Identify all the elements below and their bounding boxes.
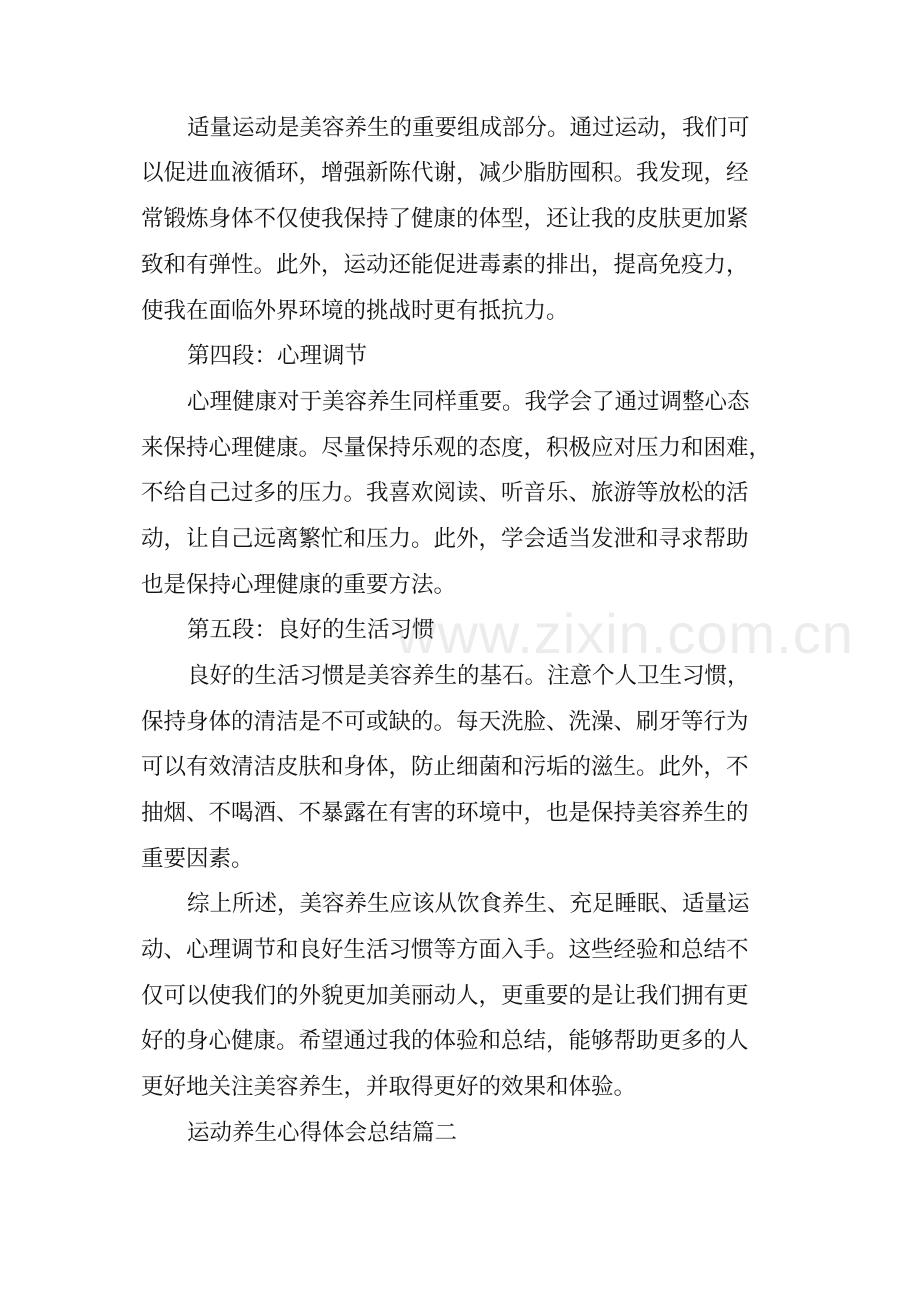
watermark: www.zixin.com.cn xyxy=(396,602,854,665)
document-page: 适量运动是美容养生的重要组成部分。通过运动，我们可 以促进血液循环，增强新陈代谢，减少脂肪囤积。我发现，经 常锻炼身体不仅使我保持了健康的体型，还让我的皮肤更加紧 致和有弹性。此外，运动还能促进毒素的排出，提高免疫力， 使我在面临外界环境的挑战时更有抵抗力。 第四段：心理调节 心理健康对于美容养生同样重要。我学会了通过调整心态 来保持心理健康。尽量保持乐观的态度，积极应对压力和困难， 不给自己过多的压力。我喜欢阅读、听音乐、旅游等放松的活 动，让自己远离繁忙和压力。此外，学会适当发泄和寻求帮助 也是保持心理健康的重要方法。 第五段：良好的生活习惯 良好的生活习惯是美容养生的基石。注意个人卫生习惯， 保持身体的清洁是不可或缺的。每天洗脸、洗澡、刷牙等行为 可以有效清洁皮肤和身体，防止细菌和污垢的滋生。此外，不 抽烟、不喝酒、不暴露在有害的环境中，也是保持美容养生的 重要因素。 综上所述，美容养生应该从饮食养生、充足睡眠、适量运 动、心理调节和良好生活习惯等方面入手。这些经验和总结不 仅可以使我们的外貌更加美丽动人，更重要的是让我们拥有更 好的身心健康。希望通过我的体验和总结，能够帮助更多的人 更好地关注美容养生，并取得更好的效果和体验。 运动养生心得体会总结篇二 www.zixin.com.cn xyxy=(141,115,854,1146)
